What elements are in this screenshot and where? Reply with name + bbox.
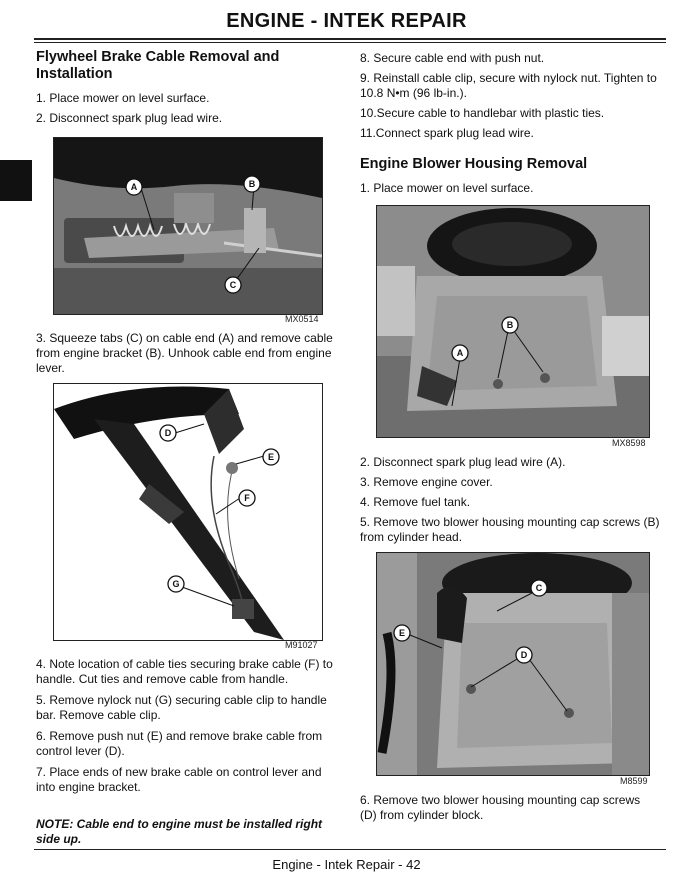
step-5: 5. Remove nylock nut (G) securing cable clip to handle bar. Remove cable clip. [36, 693, 327, 722]
step-8: 8. Secure cable end with push nut. [360, 51, 545, 65]
left-steps-lower [36, 657, 336, 859]
step-1: 1. Place mower on level surface. [36, 91, 210, 105]
callout-c-4 [531, 580, 547, 596]
callout-a-1 [126, 179, 142, 195]
step-2: 2. Disconnect spark plug lead wire. [36, 111, 223, 125]
blower-step-6: 6. Remove two blower housing mounting cap screws (D) from cylinder block. [360, 793, 641, 822]
svg-text:C: C [229, 280, 237, 290]
step-11: 11.Connect spark plug lead wire. [360, 126, 534, 140]
blower-step-3: 3. Remove engine cover. [360, 475, 493, 489]
figure-label-mx8598: MX8598 [612, 438, 646, 448]
callout-f-2 [239, 490, 255, 506]
callout-e-2 [263, 449, 279, 465]
step-10: 10.Secure cable to handlebar with plastic ties. [360, 106, 605, 120]
figure-cable-end-photo [53, 137, 323, 315]
note-cable-end: NOTE: Cable end to engine must be installed right side up. [36, 817, 323, 846]
figure-label-m91027: M91027 [285, 640, 318, 650]
blower-step-1: 1. Place mower on level surface. [360, 181, 534, 195]
footer-rule [34, 849, 666, 850]
callout-b-1 [244, 176, 260, 192]
section-title-flywheel-brake: Flywheel Brake Cable Removal and Installation [36, 49, 280, 82]
svg-text:A: A [456, 348, 464, 358]
step-6: 6. Remove push nut (E) and remove brake cable from control lever (D). [36, 729, 323, 758]
section-thumb-tab [0, 160, 32, 201]
callout-b-3 [502, 317, 518, 333]
svg-text:D: D [164, 428, 172, 438]
figure-label-mx0514: MX0514 [285, 314, 319, 324]
step-9: 9. Reinstall cable clip, secure with nylock nut. Tighten to 10.8 N•m (96 lb-in.). [360, 71, 657, 100]
step-4: 4. Note location of cable ties securing brake cable (F) to handle. Cut ties and remove cable from handle. [36, 657, 333, 686]
svg-text:G: G [172, 579, 180, 589]
figure-engine-side-photo [376, 552, 650, 776]
svg-text:F: F [244, 493, 250, 503]
callout-a-3 [452, 345, 468, 361]
svg-text:E: E [398, 628, 406, 638]
callout-c-1 [225, 277, 241, 293]
step-3-block [36, 331, 336, 376]
section-title-blower-housing: Engine Blower Housing Removal [360, 156, 588, 172]
callout-e-4 [394, 625, 410, 641]
callout-d-2 [160, 425, 176, 441]
figure-label-m8599: M8599 [620, 776, 648, 786]
svg-text:B: B [248, 179, 256, 189]
header-rule-thick [34, 38, 666, 40]
figure-handle-cable-photo [53, 383, 323, 641]
svg-text:C: C [535, 583, 543, 593]
svg-text:B: B [506, 320, 514, 330]
svg-text:A: A [130, 182, 138, 192]
blower-step-4: 4. Remove fuel tank. [360, 495, 471, 509]
callout-d-4 [516, 647, 532, 663]
blower-step-2: 2. Disconnect spark plug lead wire (A). [360, 455, 566, 469]
page-title: ENGINE - INTEK REPAIR [226, 10, 467, 32]
blower-step-6-block [360, 793, 660, 823]
step-3: 3. Squeeze tabs (C) on cable end (A) and remove cable from engine bracket (B). Unhook cable end from engine lever. [36, 331, 333, 375]
figure-engine-top-photo [376, 205, 650, 438]
blower-step-5: 5. Remove two blower housing mounting cap screws (B) from cylinder head. [360, 515, 660, 544]
right-steps-lower [360, 455, 660, 545]
page-footer: Engine - Intek Repair - 42 [272, 857, 421, 872]
svg-text:E: E [267, 452, 275, 462]
svg-text:D: D [520, 650, 528, 660]
callout-g-2 [168, 576, 184, 592]
step-7: 7. Place ends of new brake cable on control lever and into engine bracket. [36, 765, 322, 794]
right-column [360, 51, 660, 196]
header-rule-thin [34, 42, 666, 43]
left-column [36, 49, 336, 126]
